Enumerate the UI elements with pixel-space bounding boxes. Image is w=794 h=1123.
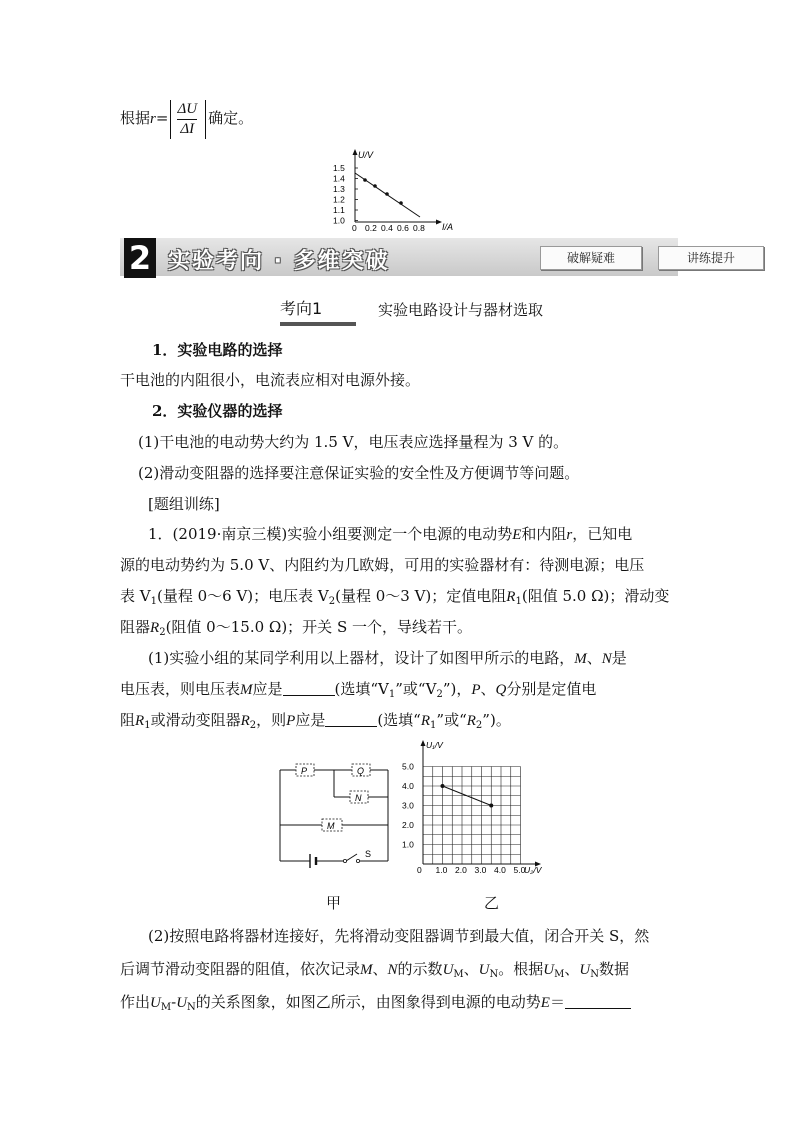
ui-graph-ytick-label: 1.3	[333, 184, 345, 194]
u1-u2-xtick-label: 4.0	[494, 865, 506, 875]
u1-u2-xtick-label: 3.0	[474, 865, 487, 875]
var-P: P	[471, 682, 481, 698]
sub: 1	[144, 720, 151, 731]
var-U: U	[442, 962, 454, 978]
sub: M	[160, 1002, 172, 1013]
var-U: U	[543, 962, 555, 978]
text: 、	[372, 960, 388, 978]
ui-graph-xtick-label: 0.6	[397, 223, 409, 232]
text: (选填“	[377, 711, 421, 729]
u1-u2-ytick-label: 2.0	[402, 820, 414, 830]
u1-u2-ytick-label: 1.0	[402, 839, 414, 850]
q1-line-3	[120, 710, 511, 731]
text: 分别是定值电	[506, 680, 597, 698]
u1-u2-ytick-label: 3.0	[402, 800, 414, 811]
ui-graph-ytick-label: 1.5	[333, 163, 345, 173]
text: 、	[480, 680, 496, 698]
sub: 2	[249, 720, 257, 731]
var-M: M	[240, 682, 253, 698]
banner-title: 实验考向 · 多维突破	[168, 249, 390, 274]
u1-u2-grid	[423, 767, 521, 865]
sub: M	[554, 969, 565, 980]
var-r: r	[566, 527, 573, 543]
u1-u2-ytick-label: 5.0	[402, 761, 414, 772]
section1-text: 干电池的内阻很小，电流表应相对电源外接。	[120, 371, 421, 389]
ui-graph-point	[399, 201, 403, 205]
ui-graph-xtick-label: 0.2	[365, 223, 377, 232]
formula-suffix: 确定。	[208, 109, 254, 127]
var-U: U	[478, 962, 490, 978]
sub: 2	[475, 720, 483, 731]
text: (量程 0～6 V)；电压表 V	[156, 587, 329, 605]
text: (1)实验小组的某同学利用以上器材，设计了如图甲所示的电路，	[148, 649, 575, 667]
var-M: M	[360, 962, 373, 978]
sub: 1	[150, 596, 157, 607]
text: 、	[564, 960, 580, 978]
tag-pojie-button[interactable]: 破解疑难	[540, 246, 642, 270]
u1-u2-xtick-label: 1.0	[435, 865, 448, 875]
answer-blank-1[interactable]	[283, 681, 335, 696]
q1-line-2	[120, 679, 596, 700]
var-N: N	[601, 651, 612, 667]
formula-prefix: 根据	[120, 109, 151, 127]
tag-jianglian-button[interactable]: 讲练提升	[658, 246, 764, 270]
sub: 2	[436, 689, 443, 700]
var-R: R	[135, 713, 145, 729]
sub: N	[187, 1002, 196, 1013]
formula-eq: =	[155, 109, 169, 127]
ui-graph-xtick-label: 0	[352, 223, 357, 232]
u1-u2-xtick-label: 5.0	[513, 865, 526, 875]
label-M: M	[327, 821, 335, 831]
var-N: N	[387, 962, 398, 978]
section2-item2: (2)滑动变阻器的选择要注意保证实验的安全性及方便调节等问题。	[138, 464, 580, 482]
text: 作出	[120, 993, 151, 1011]
text: (阻值 0～15.0 Ω)；开关 S 一个，导线若干。	[165, 618, 472, 636]
series-point	[441, 784, 445, 788]
var-E: E	[540, 995, 550, 1011]
ui-graph-point	[385, 192, 389, 196]
text: 后调节滑动变阻器的阻值，依次记录	[120, 960, 361, 978]
ui-graph-ytick-label: 1.0	[333, 215, 345, 226]
formula-line	[120, 96, 253, 141]
ui-graph-yticks	[333, 163, 358, 226]
problem-line-4	[120, 617, 472, 638]
ui-graph-xlabel: I/A	[442, 222, 454, 232]
ui-graph-point	[373, 184, 377, 188]
var-U: U	[150, 995, 161, 1011]
text: (量程 0～3 V)；定值电阻	[335, 587, 507, 605]
section2-heading: 2．实验仪器的选择	[152, 402, 283, 420]
text: 1．(2019·南京三模)实验小组要测定一个电源的电动势	[148, 525, 513, 543]
ui-graph-ytick-label: 1.2	[333, 194, 345, 205]
u1-u2-xtick-label: 2.0	[455, 865, 467, 875]
text: 电压表，则电压表	[120, 680, 241, 698]
kaoxiang-label: 考向1	[280, 298, 356, 326]
var-R: R	[420, 713, 431, 729]
caption-jia: 甲	[326, 894, 342, 912]
q2-line-2	[120, 959, 629, 980]
sub: 2	[328, 596, 336, 607]
text: ”或“V	[395, 680, 437, 698]
q2-line-3	[120, 992, 631, 1013]
var-E: E	[512, 527, 522, 543]
text: 应是	[295, 711, 326, 729]
text: 阻器	[120, 618, 151, 636]
u1-u2-xticks	[417, 865, 526, 875]
var-M: M	[574, 651, 587, 667]
u1-u2-xlabel: U₂/V	[524, 865, 542, 875]
ui-graph-y-arrow	[353, 149, 358, 155]
text: ，则	[256, 711, 287, 729]
ui-graph-ytick-label: 1.4	[333, 173, 345, 184]
text: 和内阻	[521, 525, 567, 543]
text: 是	[611, 649, 627, 667]
formula-fraction	[170, 100, 206, 139]
u1-u2-xtick-label: 0	[417, 865, 422, 875]
switch-label: S	[365, 849, 372, 859]
kaoxiang-title: 实验电路设计与器材选取	[378, 301, 544, 319]
answer-blank-2[interactable]	[325, 712, 377, 727]
text: ”)。	[482, 711, 511, 729]
label-N: N	[355, 793, 362, 803]
problem-line-2: 源的电动势约为 5.0 V、内阻约为几欧姆，可用的实验器材有：待测电源；电压	[120, 556, 645, 574]
tizu-label: [题组训练]	[148, 495, 220, 513]
problem-line-1	[148, 524, 632, 545]
ui-graph	[330, 146, 460, 232]
sub: 2	[159, 627, 166, 638]
caption-yi: 乙	[484, 894, 500, 912]
var-U: U	[579, 962, 591, 978]
u1-u2-y-arrow	[421, 740, 426, 746]
label-Q: Q	[357, 766, 365, 776]
text: -	[171, 993, 177, 1011]
text: ”)，	[442, 680, 472, 698]
text: (阻值 5.0 Ω)；滑动变	[521, 587, 670, 605]
formula-numerator: ΔU	[177, 100, 197, 120]
text: 表 V	[120, 587, 151, 605]
switch-contact	[356, 859, 359, 862]
switch-contact	[343, 859, 346, 862]
text: 、	[586, 649, 602, 667]
text: 的示数	[397, 960, 443, 978]
u1-u2-yticks	[402, 762, 414, 850]
answer-blank-3[interactable]	[565, 994, 631, 1009]
series-point	[489, 804, 493, 808]
u1-u2-ylabel: U₁/V	[426, 740, 443, 750]
u1-u2-ytick-label: 4.0	[402, 781, 414, 791]
label-P: P	[301, 766, 308, 776]
formula-var: r	[150, 111, 156, 127]
text: 数据	[598, 960, 629, 978]
text: ，已知电	[572, 525, 633, 543]
text: 、	[463, 960, 479, 978]
sub: 1	[430, 720, 437, 731]
u1-u2-graph	[398, 736, 558, 876]
var-R: R	[466, 713, 476, 729]
text: 应是	[252, 680, 283, 698]
var-U: U	[176, 995, 188, 1011]
problem-line-3	[120, 586, 669, 607]
text: 或滑动变阻器	[150, 711, 241, 729]
q1-line-1	[148, 648, 627, 669]
ui-graph-point	[363, 178, 367, 182]
ui-graph-ylabel: U/V	[358, 150, 374, 160]
sub: 1	[515, 596, 522, 607]
sub: M	[453, 969, 464, 980]
var-Q: Q	[495, 682, 507, 698]
section1-heading: 1．实验电路的选择	[152, 341, 283, 359]
sub: 1	[388, 689, 396, 700]
ui-graph-ytick-label: 1.1	[333, 205, 345, 215]
text: (选填“V	[334, 680, 389, 698]
var-R: R	[506, 589, 516, 605]
var-P: P	[286, 713, 296, 729]
text: ＝	[549, 993, 565, 1011]
ui-graph-xtick-label: 0.4	[381, 223, 393, 232]
sub: N	[590, 969, 599, 980]
text: ”或“	[436, 711, 467, 729]
sub: N	[489, 969, 499, 980]
text: 阻	[120, 711, 136, 729]
circuit-diagram	[272, 758, 398, 868]
text: 。根据	[498, 960, 544, 978]
var-R: R	[240, 713, 250, 729]
section2-item1: (1)干电池的电动势大约为 1.5 V，电压表应选择量程为 3 V 的。	[138, 433, 569, 451]
banner-number: 2	[124, 238, 156, 278]
text: 的关系图象，如图乙所示，由图象得到电源的电动势	[195, 993, 541, 1011]
ui-graph-xtick-label: 0.8	[413, 223, 425, 232]
var-R: R	[150, 620, 160, 636]
ui-graph-xticks	[352, 223, 425, 232]
formula-denominator: ΔI	[180, 120, 195, 137]
q2-line-1: (2)按照电路将器材连接好，先将滑动变阻器调节到最大值，闭合开关 S，然	[148, 927, 650, 945]
